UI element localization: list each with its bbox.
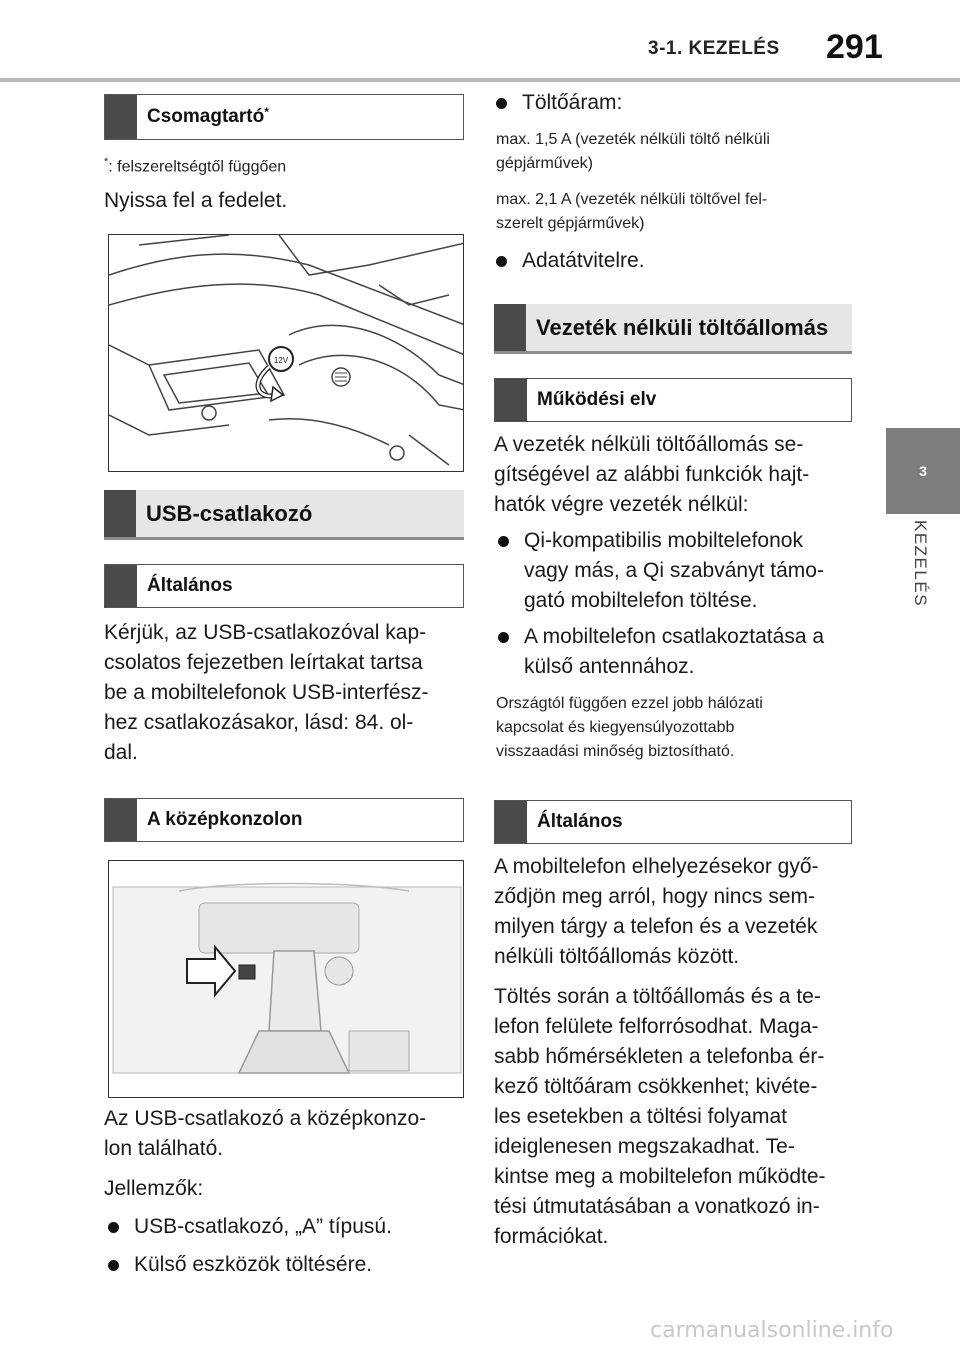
footnote: *: felszereltségtől függően xyxy=(104,156,287,176)
charge-note-2: max. 2,1 A (vezeték nélküli töltővel fel- szerelt gépjárművek) xyxy=(496,191,768,232)
feature-item: USB-csatlakozó, „A” típusú. xyxy=(108,1212,448,1242)
heading-console xyxy=(104,798,464,842)
heading-wireless-text: Vezeték nélküli töltőállomás xyxy=(536,314,829,340)
bullet-dot xyxy=(108,1222,119,1233)
heading-general-left-text: Általános xyxy=(147,575,233,596)
asterisk-mark: * xyxy=(264,105,269,119)
footnote-mark: * xyxy=(104,156,109,168)
trunk-illustration xyxy=(109,235,464,472)
charge-note-1: max. 1,5 A (vezeték nélküli töltő nélküli gépjárművek) xyxy=(496,131,770,172)
chapter-label: KEZELÉS xyxy=(911,520,930,608)
bullet-dot xyxy=(498,536,509,547)
heading-bar xyxy=(105,95,137,139)
heading-trunk-text: Csomagtartó xyxy=(147,106,265,127)
bullet-dot xyxy=(496,98,507,109)
heading-general-right-text: Általános xyxy=(537,811,623,832)
section-title: 3-1. KEZELÉS xyxy=(648,38,780,59)
features-label: Jellemzők: xyxy=(104,1177,204,1200)
figure-trunk-socket xyxy=(108,234,464,472)
heading-bar xyxy=(495,379,527,421)
figure-console-usb xyxy=(108,860,464,1098)
heading-bar xyxy=(104,490,136,537)
heading-bar xyxy=(105,565,137,607)
heading-general-right xyxy=(494,800,852,844)
usb-paragraph: Kérjük, az USB-csatlakozóval kap- csolatos fejezetben leírtakat tartsa be a mobiltelefonok USB-interfész- hez csatlakozásakor, lásd: 84. ol- dal. xyxy=(104,621,429,764)
bullet-dot xyxy=(108,1260,119,1271)
page-number: 291 xyxy=(826,28,883,66)
data-transfer-item: Adatátvitelre. xyxy=(496,246,856,276)
feature-item: Külső eszközök töltésére. xyxy=(108,1250,448,1280)
heading-usb xyxy=(104,490,464,540)
antenna-item: A mobiltelefon csatlakoztatása a külső antennához. xyxy=(498,622,858,682)
antenna-note: Országtól függően ezzel jobb hálózati kapcsolat és kiegyensúlyozottabb visszaadási minőség biztosítható. xyxy=(496,695,763,760)
heading-trunk xyxy=(104,94,464,140)
heading-console-text: A középkonzolon xyxy=(147,809,303,830)
heading-general-left xyxy=(104,564,464,608)
chapter-tab xyxy=(886,428,960,514)
bullet-dot xyxy=(498,632,509,643)
heading-principle xyxy=(494,378,852,422)
console-illustration xyxy=(109,861,464,1098)
heading-bar xyxy=(105,799,137,841)
chapter-number: 3 xyxy=(919,463,927,479)
general-paragraph: A mobiltelefon elhelyezésekor győ- ződjön meg arról, hogy nincs sem- milyen tárgy a telefon és a vezeték nélküli töltőállomás között. xyxy=(494,855,819,968)
bullet-dot xyxy=(496,256,507,267)
watermark: carmanualsonline.info xyxy=(650,1318,894,1343)
heading-usb-text: USB-csatlakozó xyxy=(146,500,313,526)
open-lid-text: Nyissa fel a fedelet. xyxy=(104,189,288,212)
principle-paragraph: A vezeték nélküli töltőállomás se- gítségével az alábbi funkciók hajt- hatók végre vezeték nélkül: xyxy=(494,433,810,516)
heading-bar xyxy=(495,801,527,843)
heading-bar xyxy=(494,304,526,351)
charge-current-item: Töltőáram: xyxy=(496,88,856,118)
console-paragraph: Az USB-csatlakozó a középkonzo- lon található. xyxy=(104,1107,427,1160)
heading-principle-text: Működési elv xyxy=(537,389,657,410)
qi-item: Qi-kompatibilis mobiltelefonok vagy más, a Qi szabványt támo- gató mobiltelefon töltése. xyxy=(498,526,858,616)
heading-wireless xyxy=(494,304,852,354)
socket-12v-label: 12V xyxy=(273,356,289,365)
heat-paragraph: Töltés során a töltőállomás és a te- lefon felülete felforrósodhat. Maga- sabb hőmérsékleten a telefonba ér- kező töltőáram csökkenhet; kivéte- les esetekben a töltési folyamat ideiglenesen megszakadhat. Te- kintse meg a mobiltelefon működte- tési útmutatásában a vonatkozó in- formációkat. xyxy=(494,985,826,1248)
header-rule xyxy=(0,78,960,82)
